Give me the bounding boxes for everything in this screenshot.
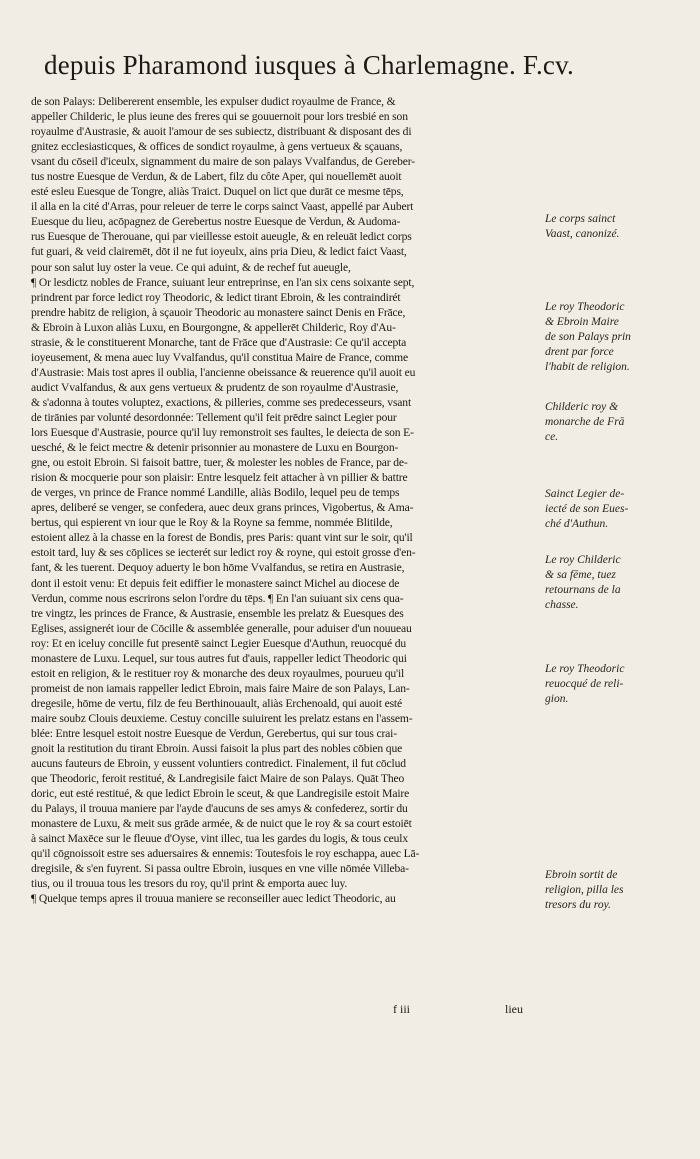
text-line: strasie, & le constituerent Monarche, tant de Frāce que d'Austrasie: Ce qu'il accepta	[31, 335, 407, 349]
text-line: tre vingtz, les princes de France, & Austrasie, ensemble les prelatz & Euesques des	[31, 606, 404, 620]
text-line: qu'il cōgnoissoit estre ses aduersaires & ennemis: Toutesfois le roy eschappa, auec Lā-	[31, 847, 420, 861]
text-line: monastere de Luxu. Lequel, sur tous autres fut d'auis, rappeller ledict Theodoric qui	[31, 651, 407, 665]
text-line: que Theodoric, feroit restitué, & Landregisile faict Maire de son Palays. Quāt Theo	[31, 772, 405, 786]
margin-note-line: & Ebroin Maire	[545, 316, 619, 328]
margin-note-line: Le roy Theodoric	[545, 301, 625, 313]
text-line: du Palays, il trouua maniere par l'ayde d'aucuns de ses amys & confederez, sortir du	[31, 802, 408, 816]
margin-note-line: Childeric roy &	[545, 401, 619, 413]
text-line: pour son salut luy oster la veue. Ce qui aduint, & de rechef fut aueugle,	[31, 260, 351, 274]
text-line: apres, deliberé se venger, se confedera, auec deux grans princes, Vigobertus, & Ama-	[31, 501, 414, 515]
text-line: prendre habitz de religion, à sçauoir Theodoric au monastere sainct Denis en Frāce,	[31, 305, 406, 319]
text-line: appeller Childeric, le plus ieune des freres qui se gouuernoit pour lors tresbié en son	[31, 110, 408, 124]
margin-note	[545, 487, 695, 532]
text-line: blée: Entre lesquel estoit nostre Euesque de Verdun, Gerebertus, qui sur tous crai-	[31, 726, 397, 740]
margin-note-line: reuocqué de reli-	[545, 678, 624, 690]
text-line: & s'adonna à toutes voluptez, exactions, & pilleries, comme ses predecesseurs, vsant	[31, 395, 412, 409]
margin-note-line: Sainct Legier de-	[545, 488, 625, 500]
margin-note-line: iecté de son Eues-	[545, 503, 629, 515]
text-line: gnitez ecclesiasticques, & offices de sondict royaulme, à gens vertueux & sçauans,	[31, 140, 403, 154]
margin-note-line: retournans de la	[545, 584, 621, 596]
text-line: Euesque du lieu, acōpagnez de Gerebertus nostre Euesque de Verdun, & Audoma-	[31, 215, 401, 229]
text-line: uesché, & le feict mectre & detenir prisonnier au monastere de Luxu en Bourgon-	[31, 441, 399, 455]
text-line: rision & mocquerie pour son plaisir: Entre lesquelz feit attacher à vn pillier & battre	[31, 471, 408, 485]
text-line: aucuns fauteurs de Ebroin, y eussent voluntiers contredict. Finalement, il fut cōclud	[31, 757, 406, 771]
text-line: ¶ Or lesdictz nobles de France, suiuant leur entreprinse, en l'an six cens soixante sept,	[31, 275, 415, 289]
catchword: lieu	[505, 1002, 523, 1016]
text-line: ¶ Quelque temps apres il trouua maniere se reconseiller auec ledict Theodoric, au	[31, 892, 396, 906]
text-line: maire soubz Clouis deuxieme. Cestuy concille suiuirent les prelatz estans en l'assem-	[31, 711, 413, 725]
text-line: estoit tard, luy & ses cōplices se iecterét sur ledict roy & royne, qui estoit grosse d'en-	[31, 546, 416, 560]
text-line: doric, eut esté restitué, & que ledict Ebroin le sceut, & que Landregisile estoit Maire	[31, 787, 410, 801]
text-line: dregesile, hōme de vertu, filz de feu Berthinouault, aliàs Erchenoald, qui auoit esté	[31, 696, 402, 710]
margin-note-line: Ebroin sortit de	[545, 869, 618, 881]
margin-note-line: & sa fēme, tuez	[545, 569, 616, 581]
text-line: à sainct Maxēce sur le fleuue d'Oyse, vint illec, tua les gardes du logis, & tous ceulx	[31, 832, 408, 846]
text-line: fut guari, & veid clairemēt, dōt il ne fut ioyeulx, ains pria Dieu, & ledict faict Vaast,	[31, 245, 407, 259]
margin-note	[545, 868, 695, 913]
text-line: roy: Et en iceluy concille fut presentē sainct Legier Euesque d'Authun, reuocqué du	[31, 636, 406, 650]
text-line: de tirānies par volunté desordonnée: Tellement qu'il feit prēdre sainct Legier pour	[31, 410, 397, 424]
text-line: tus nostre Euesque de Verdun, & de Labert, filz du côte Aper, qui nouellemēt auoit	[31, 170, 402, 184]
text-line: dont il estoit venu: Et depuis feit ediffier le monastere sainct Michel au diocese de	[31, 576, 400, 590]
text-line: esté esleu Euesque de Tongre, aliàs Traict. Duquel on lict que durāt ce mesme tēps,	[31, 185, 404, 199]
text-line: Eglises, assignerét iour de Cōcille & assemblée generalle, pour aduiser d'un nouueau	[31, 621, 412, 635]
text-line: estoient allez à la chasse en la forest de Bondis, pres Paris: quant vint sur le soir, qu'il	[31, 531, 413, 545]
margin-note-line: Le roy Childeric	[545, 554, 621, 566]
signature-mark: f iii	[393, 1002, 410, 1016]
text-line: monastere de Luxu, & meit sus grāde armée, & de nuict que le roy & sa court estoiēt	[31, 817, 412, 831]
text-line: audict Vvalfandus, & aux gens vertueux & prudentz de son royaulme d'Austrasie,	[31, 380, 399, 394]
text-line: & Ebroin à Luxon aliàs Luxu, en Bourgongne, & appellerēt Childeric, Roy d'Au-	[31, 320, 396, 334]
margin-note-line: chasse.	[545, 599, 579, 611]
text-line: dregisile, & s'en fuyrent. Si passa oultre Ebroin, iusques en vne ville nōmée Villeba-	[31, 862, 409, 876]
text-line: gnoit la restitution du tirant Ebroin. Aussi faisoit la plus part des nobles cōbien que	[31, 742, 403, 756]
text-line: promeist de non iamais rappeller ledict Ebroin, mais faire Maire de son Palays, Lan-	[31, 681, 410, 695]
text-line: de son Palays: Delibererent ensemble, les expulser dudict royaulme de France, &	[31, 95, 396, 108]
text-line: lors Euesque d'Austrasie, pource qu'il luy remonstroit ses faultes, le deiecta de son E-	[31, 426, 414, 440]
text-line: estoit en religion, & le restituer roy & monarche des deux royaulmes, pourueu qu'il	[31, 666, 405, 680]
margin-note	[545, 553, 695, 613]
margin-note-line: gion.	[545, 693, 569, 705]
margin-note-line: ché d'Authun.	[545, 518, 609, 530]
text-line: fant, & les tuerent. Dequoy aduerty le bon hōme Vvalfandus, se retira en Austrasie,	[31, 561, 405, 575]
margin-note-line: Le roy Theodoric	[545, 663, 625, 675]
body-text	[31, 94, 539, 907]
margin-note-line: Le corps sainct	[545, 213, 616, 225]
margin-note-line: Vaast, canonizé.	[545, 228, 620, 240]
text-line: tius, ou il trouua tous les tresors du roy, qu'il print & emporta auec luy.	[31, 877, 348, 891]
text-line: royaulme d'Austrasie, & auoit l'amour de ses subiectz, distribuant & disposant des di	[31, 125, 412, 139]
margin-note-line: religion, pilla les	[545, 884, 624, 896]
margin-note	[545, 300, 695, 375]
text-line: ioyeusement, & mena auec luy Vvalfandus, qu'il constitua Maire de France, comme	[31, 350, 409, 364]
margin-note-line: l'habit de religion.	[545, 361, 630, 373]
text-line: de verges, vn prince de France nommé Landille, aliàs Bodilo, lequel peu de temps	[31, 486, 400, 500]
margin-note-line: drent par force	[545, 346, 614, 358]
margin-note	[545, 400, 695, 445]
text-line: il alla en la cité d'Arras, pour releuer de terre le corps sainct Vaast, appellé par Aubert	[31, 200, 414, 214]
text-line: prindrent par force ledict roy Theodoric, & ledict tirant Ebroin, & les contraindirét	[31, 290, 401, 304]
margin-note	[545, 212, 695, 242]
margin-note-line: ce.	[545, 431, 559, 443]
text-line: bertus, qui espierent vn iour que le Roy & la Royne sa femme, nommée Blitilde,	[31, 516, 393, 530]
text-line: vsant du cōseil d'iceulx, signamment du maire de son palays Vvalfandus, de Gereber-	[31, 155, 415, 169]
text-line: gne, ou estoit Ebroin. Si faisoit battre, tuer, & molester les nobles de France, par de-	[31, 456, 408, 470]
text-line: Verdun, comme nous escrirons selon l'ordre du tēps. ¶ En l'an suiuant six cens qua-	[31, 591, 404, 605]
margin-note	[545, 662, 695, 707]
text-line: rus Euesque de Therouane, qui par vieillesse estoit aueugle, & en releuāt ledict corps	[31, 230, 412, 244]
margin-note-line: tresors du roy.	[545, 899, 611, 911]
running-head: depuis Pharamond iusques à Charlemagne. F.cv.	[44, 50, 574, 80]
margin-note-line: monarche de Frā	[545, 416, 625, 428]
text-line: d'Austrasie: Mais tost apres il oublia, l'ancienne obeissance & reuerence qu'il auoit eu	[31, 365, 416, 379]
margin-note-line: de son Palays prin	[545, 331, 631, 343]
